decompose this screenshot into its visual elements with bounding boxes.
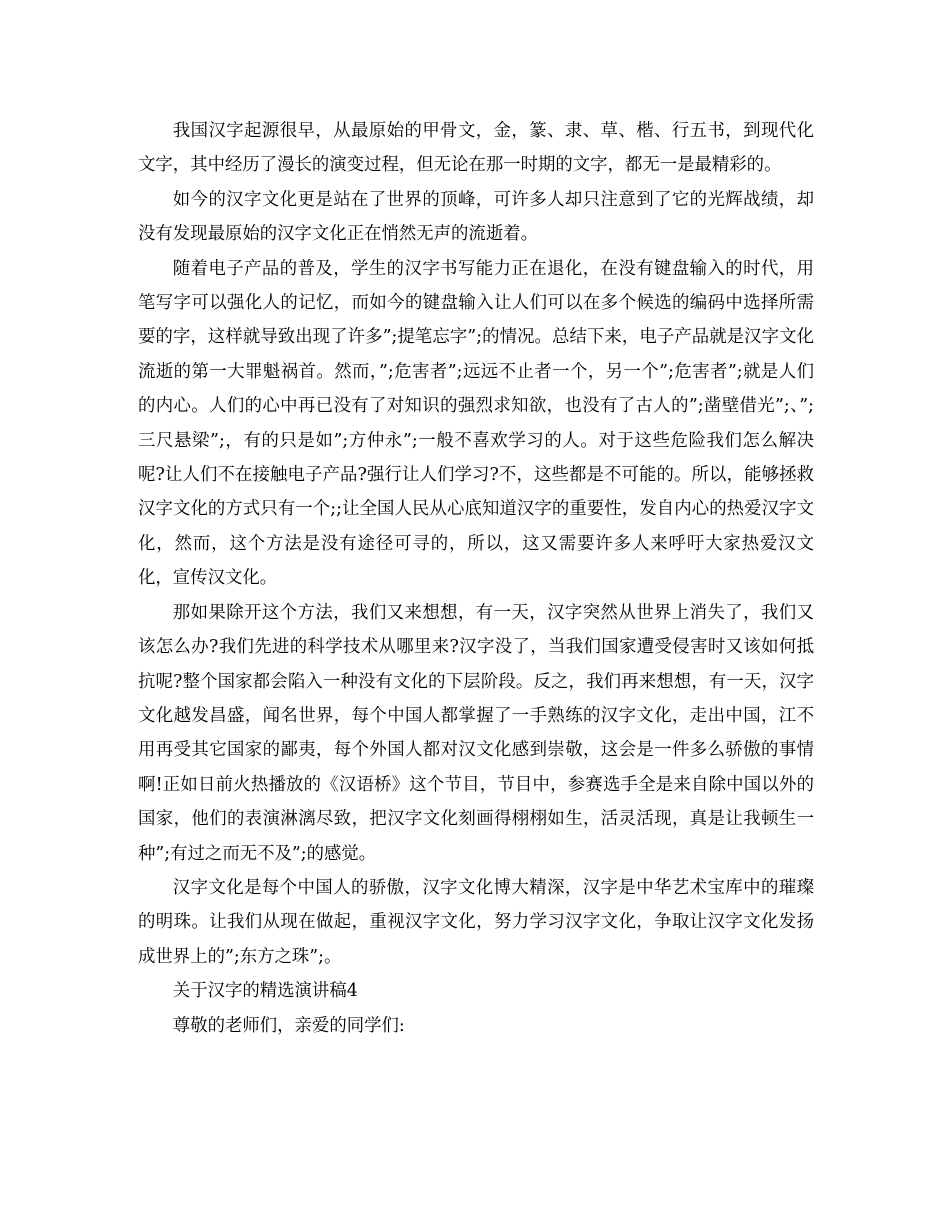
- paragraph-origin: 我国汉字起源很早，从最原始的甲骨文，金，篆、隶、草、楷、行五书，到现代化文字，其中经历了漫长的演变过程，但无论在那一时期的文字，都无一是最精彩的。: [138, 121, 814, 176]
- section-heading: 关于汉字的精选演讲稿4: [172, 981, 358, 1002]
- document-body: [138, 114, 814, 1043]
- paragraph-imagine: 那如果除开这个方法，我们又来想想，有一天，汉字突然从世界上消失了，我们又该怎么办?我们先进的科学技术从哪里来?汉字没了，当我们国家遭受侵害时又该如何抵抗呢?整个国家都会陷入一种没有文化的下层阶段。反之，我们再来想想，有一天，汉字文化越发昌盛，闻名世界，每个中国人都掌握了一手熟练的汉字文化，走出中国，江不用再受其它国家的鄙夷，每个外国人都对汉文化感到崇敬，这会是一件多么骄傲的事情啊!正如日前火热播放的《汉语桥》这个节目，节目中，参赛选手全是来自除中国以外的国家，他们的表演淋漓尽致，把汉字文化刻画得栩栩如生，活灵活现，真是让我顿生一种”;有过之而无不及”;的感觉。: [138, 602, 814, 864]
- paragraph-electronics: 随着电子产品的普及，学生的汉字书写能力正在退化，在没有键盘输入的时代，用笔写字可以强化人的记忆，而如今的键盘输入让人们可以在多个候选的编码中选择所需要的字，这样就导致出现了许多”;提笔忘字”;的情况。总结下来，电子产品就是汉字文化流逝的第一大罪魁祸首。然而，”;危害者”;远远不止者一个，另一个”;危害者”;就是人们的内心。人们的心中再已没有了对知识的强烈求知欲，也没有了古人的”;凿壁借光”;、”;三尺悬梁”;，有的只是如”;方仲永”;一般不喜欢学习的人。对于这些危险我们怎么解决呢?让人们不在接触电子产品?强行让人们学习?不，这些都是不可能的。所以，能够拯救汉字文化的方式只有一个;;让全国人民从心底知道汉字的重要性，发自内心的热爱汉字文化，然而，这个方法是没有途径可寻的，所以，这又需要许多人来呼吁大家热爱汉文化，宣传汉文化。: [138, 258, 814, 589]
- paragraph-peak: 如今的汉字文化更是站在了世界的顶峰，可许多人却只注意到了它的光辉战绩，却没有发现最原始的汉字文化正在悄然无声的流逝着。: [138, 189, 814, 245]
- greeting-line: 尊敬的老师们，亲爱的同学们:: [172, 1015, 405, 1036]
- paragraph-pride: 汉字文化是每个中国人的骄傲，汉字文化博大精深，汉字是中华艺术宝库中的璀璨的明珠。让我们从现在做起，重视汉字文化，努力学习汉字文化，争取让汉字文化发扬成世界上的”;东方之珠”;。: [138, 877, 814, 967]
